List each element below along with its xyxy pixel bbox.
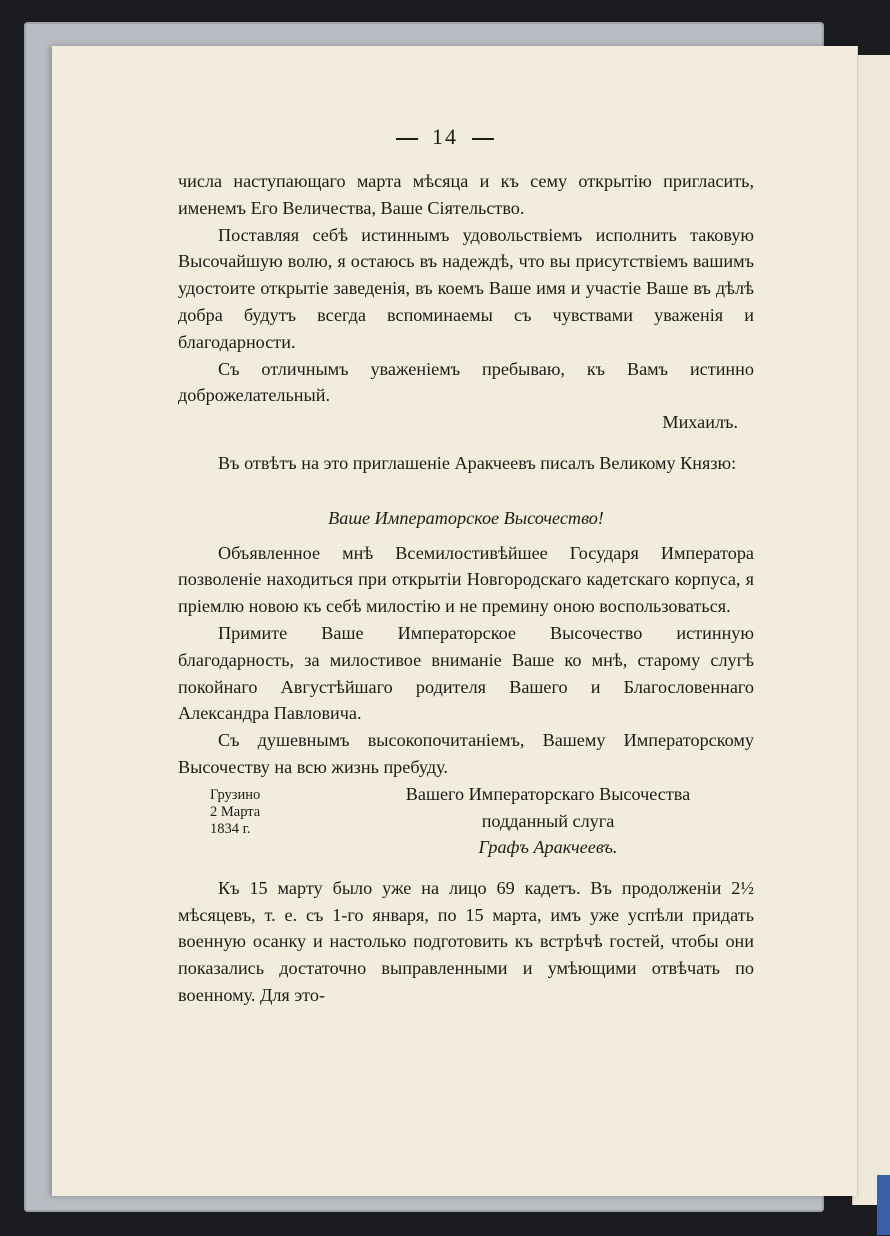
page-number-header bbox=[0, 124, 890, 150]
letter-closing bbox=[368, 781, 728, 861]
bookmark-ribbon bbox=[877, 1175, 890, 1235]
paragraph-3: Съ отличнымъ уваженіемъ пребываю, къ Вамъ истинно доброжелательный. bbox=[178, 358, 754, 406]
next-page-edge bbox=[852, 55, 890, 1205]
letter-signature-block bbox=[178, 781, 754, 865]
paragraph-5: Объявленное мнѣ Всемилостивѣйшее Государя Императора позволеніе находиться при открытіи Новгородскаго кадетскаго корпуса, я пріемлю новою къ себѣ милостію и не премину оною воспользоваться. bbox=[178, 542, 754, 617]
paragraph-8: Къ 15 марту было уже на лицо 69 кадетъ. Въ продолженіи 2½ мѣсяцевъ, т. е. съ 1-го января, по 15 марта, имъ уже успѣли придать военную осанку и настолько подготовить къ встрѣчѣ гостей, чтобы они показались достаточно выправленными и умѣющими отвѣчать по военному. Для это- bbox=[178, 877, 754, 1005]
page-number: 14 bbox=[432, 124, 458, 149]
paragraph-4: Въ отвѣтъ на это приглашеніе Аракчеевъ писалъ Великому Князю: bbox=[218, 452, 737, 473]
paragraph-6: Примите Ваше Императорское Высочество истинную благодарность, за милостивое вниманіе Ваше ко мнѣ, старому слугѣ покойнаго Августѣйшаго родителя Вашего и Благословеннаго Александра Павловича. bbox=[178, 622, 754, 724]
salutation: Ваше Императорское Высочество! bbox=[328, 507, 604, 528]
signature-mikhail: Михаилъ. bbox=[662, 412, 738, 433]
letter-year: 1834 г. bbox=[210, 820, 251, 837]
paragraph-1: числа наступающаго марта мѣсяца и къ сему открытію пригласить, именемъ Его Величества, Ваше Сіятельство. bbox=[178, 171, 754, 218]
paragraph-7: Съ душевнымъ высокопочитаніемъ, Вашему Императорскому Высочеству на всю жизнь пребуду. bbox=[178, 730, 754, 777]
letter-date: 2 Марта bbox=[210, 803, 261, 820]
letter-place-date bbox=[210, 787, 260, 838]
closing-line-1: Вашего Императорскаго Высочества bbox=[405, 783, 691, 804]
dash-left bbox=[396, 138, 418, 140]
page-body bbox=[178, 168, 754, 1009]
paragraph-2: Поставляя себѣ истиннымъ удовольствіемъ исполнить таковую Высочайшую волю, я остаюсь въ надеждѣ, что вы присутствіемъ вашимъ удостоите открытіе заведенія, въ коемъ Ваше имя и участіе Ваше въ дѣлѣ добра будутъ всегда вспоминаемы съ чувствами уваженія и благодарности. bbox=[178, 224, 754, 352]
letter-place: Грузино bbox=[210, 786, 261, 803]
dash-right bbox=[472, 138, 494, 140]
signer-name: Графъ Аракчеевъ. bbox=[478, 837, 618, 858]
closing-line-2: подданный слуга bbox=[481, 810, 615, 831]
